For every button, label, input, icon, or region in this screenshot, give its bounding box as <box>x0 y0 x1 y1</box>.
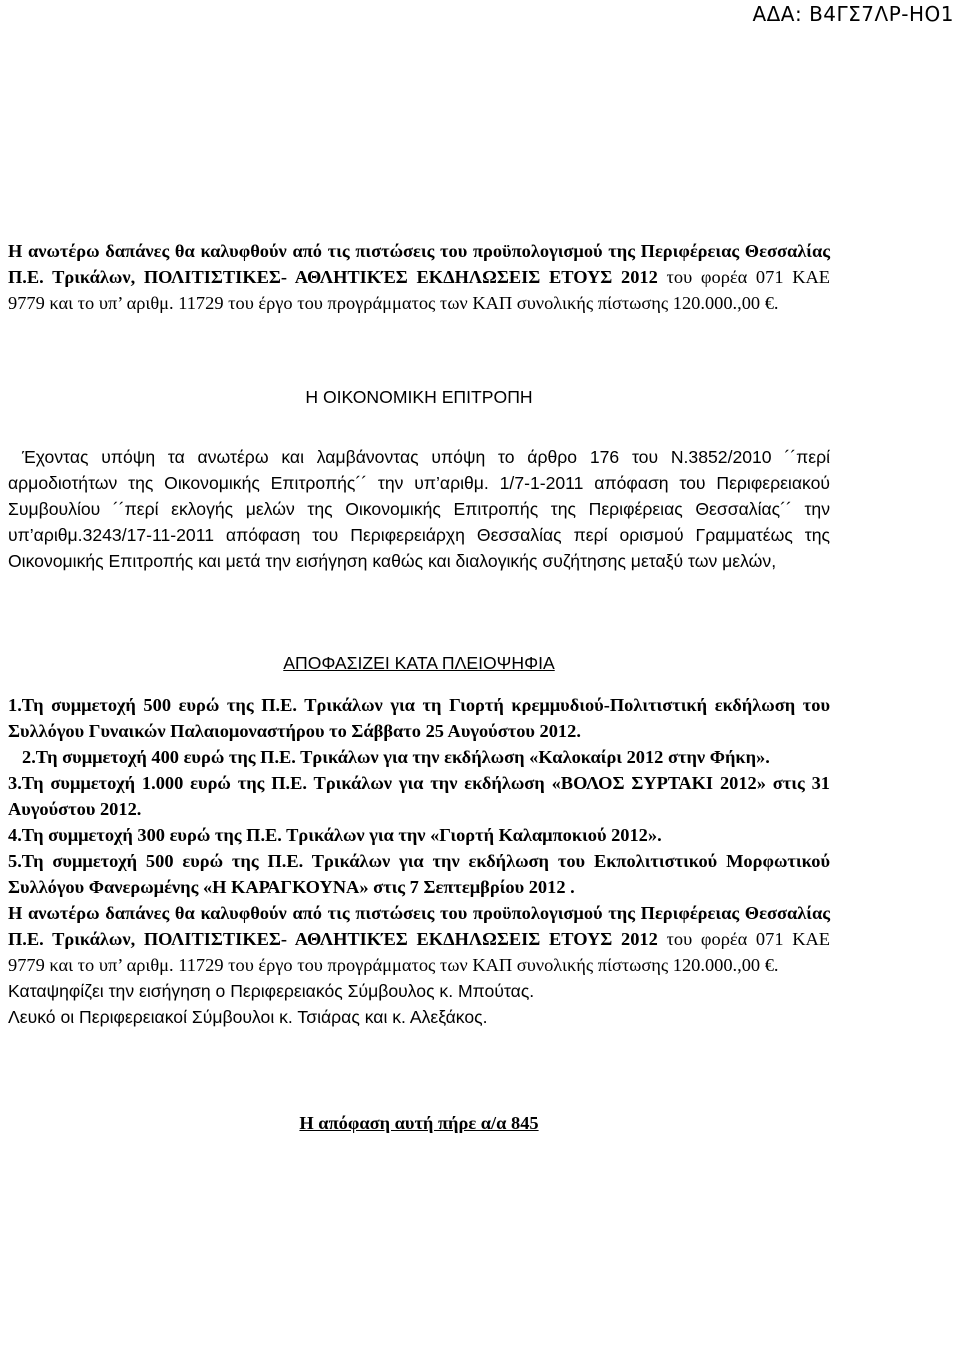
decision-items <box>8 692 830 900</box>
decision-item: 5.Τη συμμετοχή 500 ευρώ της Π.Ε. Τρικάλων για την εκδήλωση του Εκπολιτιστικού Μορφωτικού Συλλόγου Φανερωμένης «Η ΚΑΡΑΓΚΟΥΝΑ» στις 7 Σεπτεμβρίου 2012 . <box>8 851 830 897</box>
vote-blank: Λευκό οι Περιφερειακοί Σύμβουλοι κ. Τσιάρας και κ. Αλεξάκος. <box>8 1007 488 1027</box>
decision-number: Η απόφαση αυτή πήρε α/α 845 <box>299 1113 539 1133</box>
decision-item: 3.Τη συμμετοχή 1.000 ευρώ της Π.Ε. Τρικάλων για την εκδήλωση «ΒΟΛΟΣ ΣΥΡΤΑΚΙ 2012» στις 31 Αυγούστου 2012. <box>8 773 830 819</box>
document-body <box>8 238 830 1136</box>
funding-paragraph-bold: Η ανωτέρω δαπάνες θα καλυφθούν από τις πιστώσεις του προϋπολογισμού της Περιφέρειας Θεσσαλίας Π.Ε. Τρικάλων, ΠΟΛΙΤΙΣΤΙΚΕΣ- ΑΘΛΗΤΙΚΈΣ ΕΚΔΗΛΩΣΕΙΣ ΕΤΟΥΣ 2012 <box>8 241 830 287</box>
decision-item: 1.Τη συμμετοχή 500 ευρώ της Π.Ε. Τρικάλων για τη Γιορτή κρεμμυδιού-Πολιτιστική εκδήλωση του Συλλόγου Γυναικών Παλαιομοναστήρου το Σάββατο 25 Αυγούστου 2012. <box>8 695 830 741</box>
funding-paragraph-repeat <box>8 900 830 978</box>
decision-item: 2.Τη συμμετοχή 400 ευρώ της Π.Ε. Τρικάλων για την εκδήλωση «Καλοκαίρι 2012 στην Φήκη». <box>22 747 770 767</box>
vote-against: Καταψηφίζει την εισήγηση ο Περιφερειακός Σύμβουλος κ. Μπούτας. <box>8 981 535 1001</box>
funding-paragraph-repeat-bold: Η ανωτέρω δαπάνες θα καλυφθούν από τις πιστώσεις του προϋπολογισμού της Περιφέρειας Θεσσαλίας Π.Ε. Τρικάλων, ΠΟΛΙΤΙΣΤΙΚΕΣ- ΑΘΛΗΤΙΚΈΣ ΕΚΔΗΛΩΣΕΙΣ ΕΤΟΥΣ 2012 <box>8 903 830 949</box>
funding-paragraph-normal: του φορέα 071 ΚΑΕ 9779 και το υπ’ αριθμ. 11729 του έργο του προγράμματος των ΚΑΠ συνολικής πίστωσης 120.000.,00 €. <box>8 267 830 313</box>
funding-paragraph <box>8 238 830 316</box>
ada-code: ΑΔΑ: Β4ΓΣ7ΛΡ-ΗΟ1 <box>752 2 954 26</box>
committee-heading: Η ΟΙΚΟΝΟΜΙΚΗ ΕΠΙΤΡΟΠΗ <box>305 387 533 407</box>
funding-paragraph-repeat-normal: του φορέα 071 ΚΑΕ 9779 και το υπ’ αριθμ. 11729 του έργο του προγράμματος των ΚΑΠ συνολικής πίστωσης 120.000.,00 €. <box>8 929 830 975</box>
decision-heading: ΑΠΟΦΑΣΙΖΕΙ ΚΑΤΑ ΠΛΕΙΟΨΗΦΙΑ <box>283 653 555 673</box>
considering-paragraph: Έχοντας υπόψη τα ανωτέρω και λαμβάνοντας υπόψη το άρθρο 176 του Ν.3852/2010 ´´περί αρμοδιοτήτων της Οικονομικής Επιτροπής´´ την υπ’αριθμ. 1/7-1-2011 απόφαση του Περιφερειακού Συμβουλίου ´´περί εκλογής μελών της Οικονομικής Επιτροπής της Περιφέρειας Θεσσαλίας´´ την υπ’αριθμ.3243/17-11-2011 απόφαση του Περιφερειάρχη Θεσσαλίας περί ορισμού Γραμματέως της Οικονομικής Επιτροπής και μετά την εισήγηση καθώς και διαλογικής συζήτησης μεταξύ των μελών, <box>8 447 830 571</box>
decision-item: 4.Τη συμμετοχή 300 ευρώ της Π.Ε. Τρικάλων για την «Γιορτή Καλαμποκιού 2012». <box>8 825 662 845</box>
